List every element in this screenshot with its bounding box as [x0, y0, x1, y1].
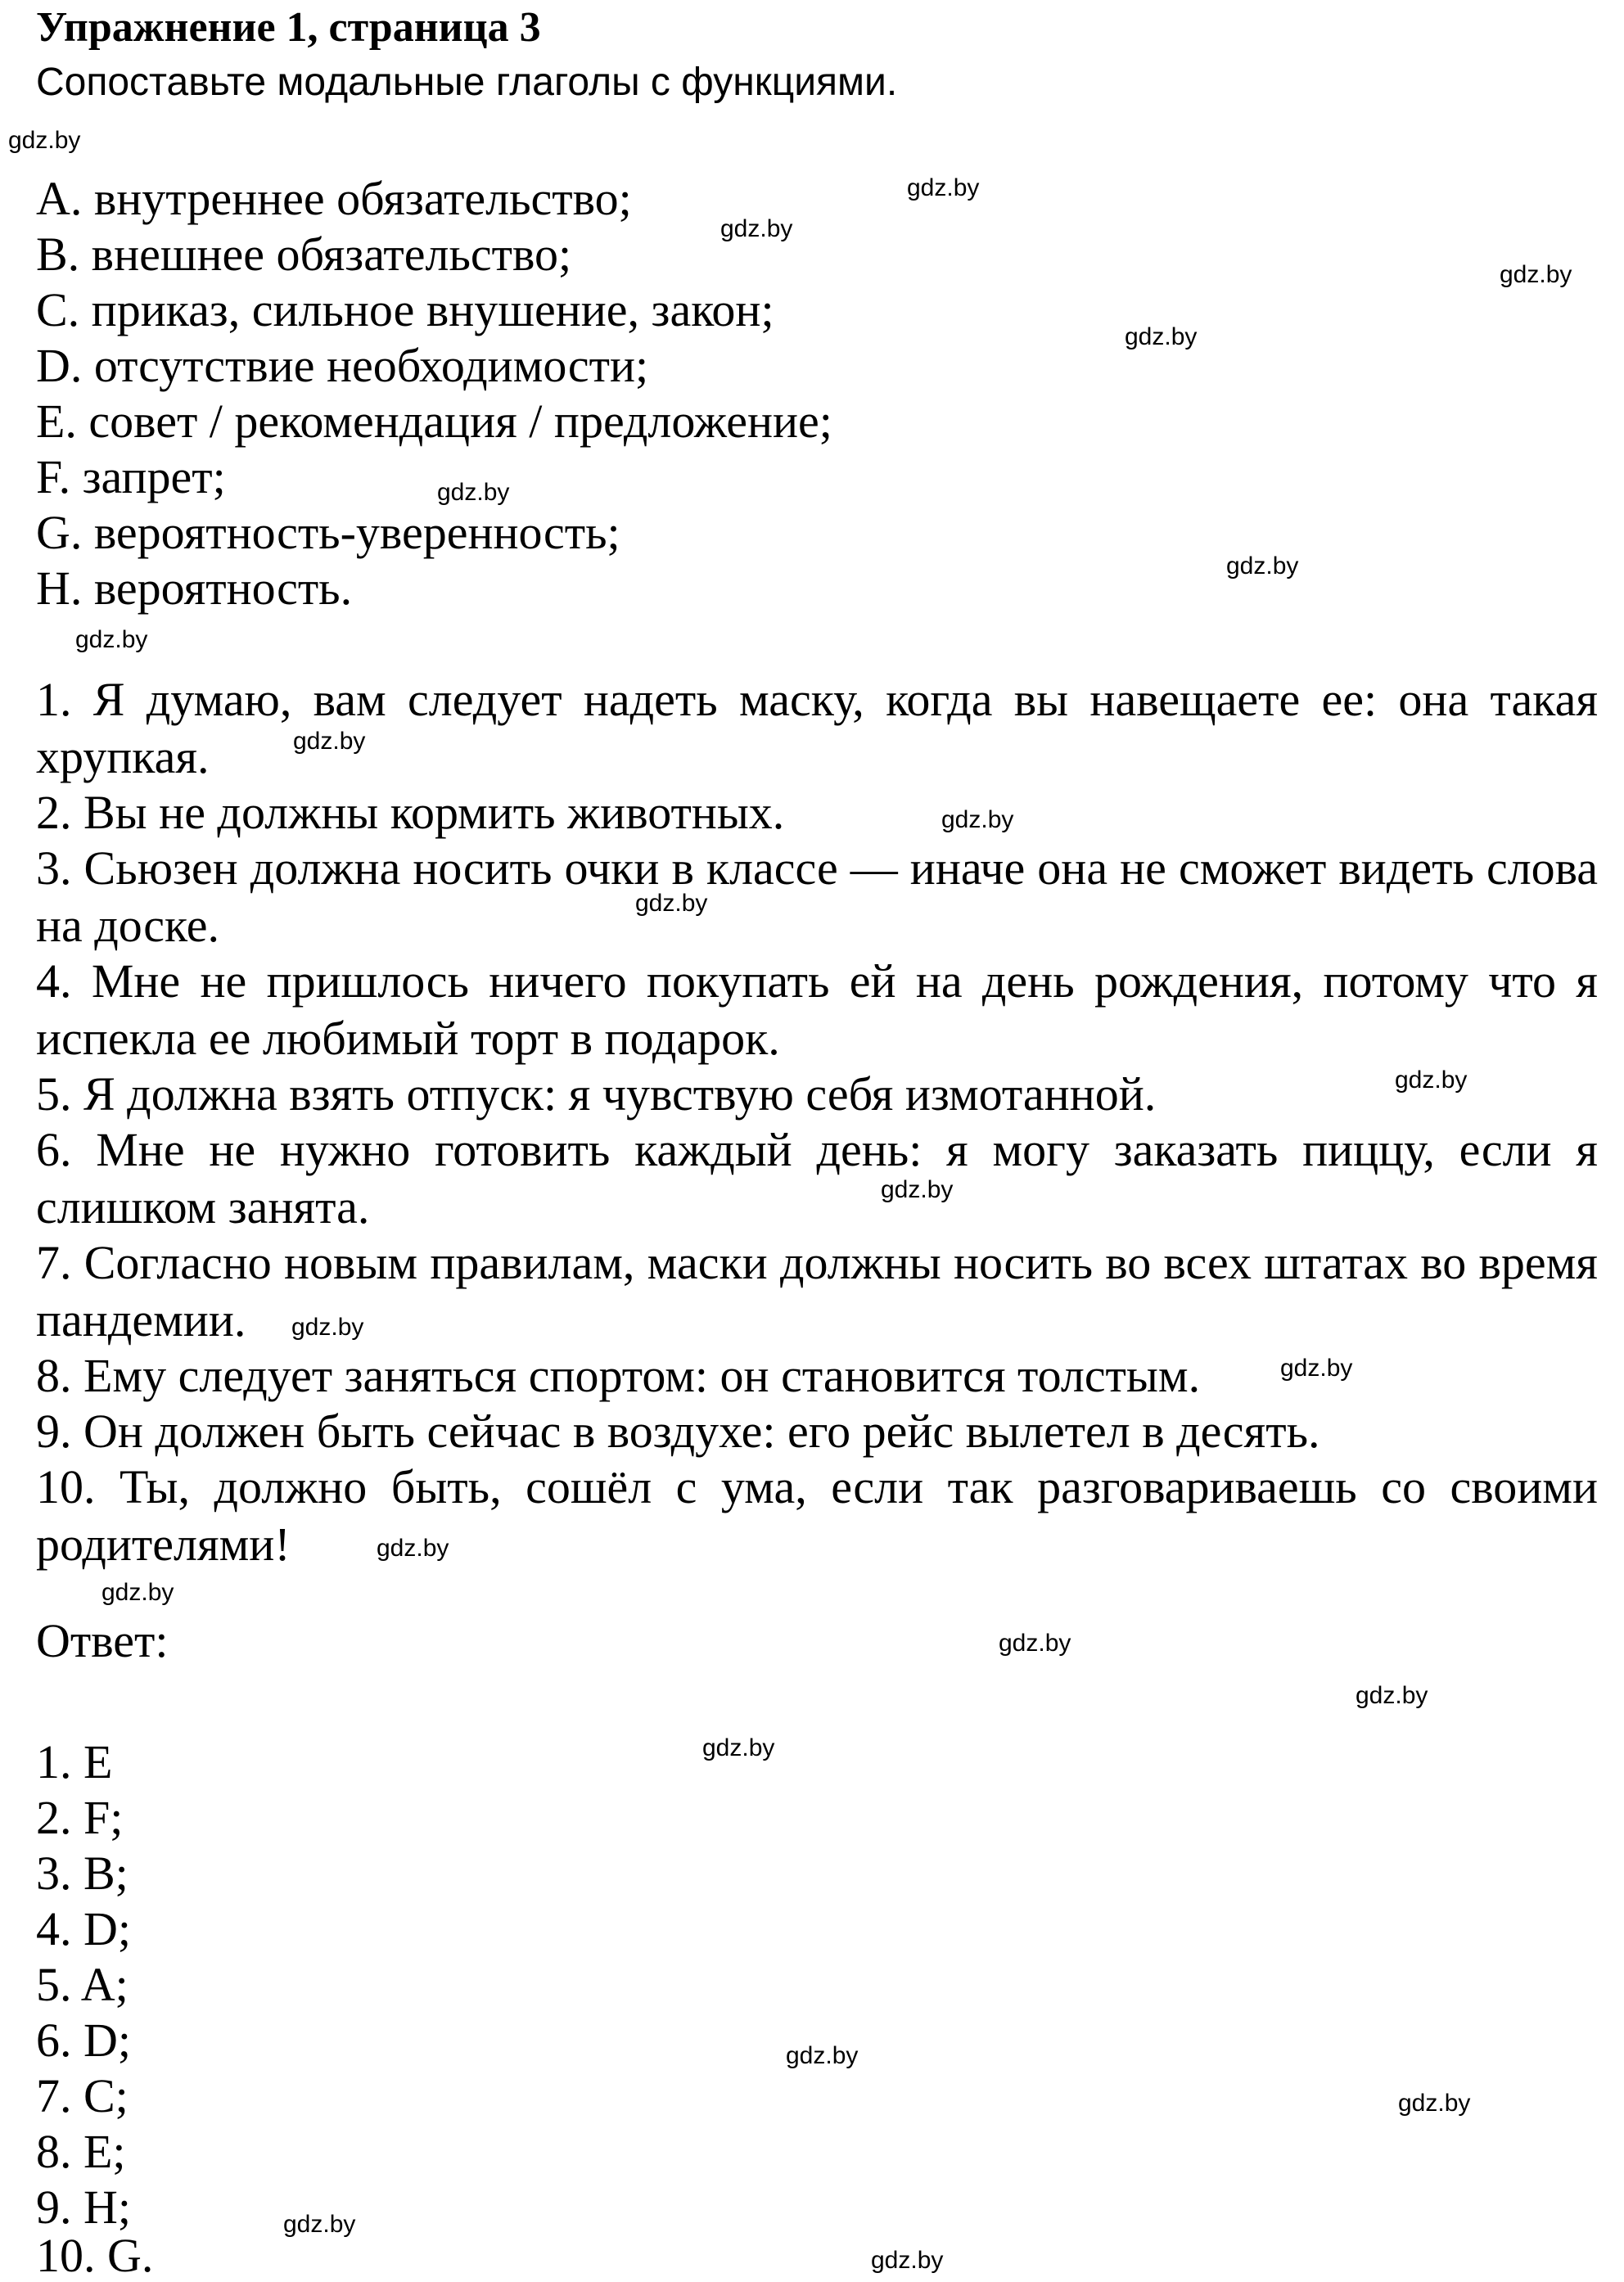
instruction: Сопоставьте модальные глаголы с функциями.	[36, 61, 898, 104]
sentence-7: 7. Согласно новым правилам, маски должны носить во всех штатах во время пандемии.	[36, 1236, 1598, 1346]
sentence-8: 8. Ему следует заняться спортом: он становится толстым.	[36, 1349, 1201, 1402]
watermark: gdz.by	[881, 1176, 954, 1203]
watermark: gdz.by	[941, 806, 1014, 833]
watermark: gdz.by	[1395, 1067, 1468, 1094]
answer-1: 1. E	[36, 1735, 113, 1788]
watermark: gdz.by	[1226, 552, 1299, 580]
option-e: E. совет / рекомендация / предложение;	[36, 395, 832, 448]
watermark: gdz.by	[1125, 323, 1198, 350]
sentence-9: 9. Он должен быть сейчас в воздухе: его рейс вылетел в десять.	[36, 1405, 1320, 1458]
answer-9: 9. H;	[36, 2181, 131, 2234]
sentence-10: 10. Ты, должно быть, сошёл с ума, если так разговариваешь со своими родителями!	[36, 1460, 1598, 1571]
watermark: gdz.by	[377, 1535, 449, 1562]
sentence-1: 1. Я думаю, вам следует надеть маску, когда вы навещаете ее: она такая хрупкая.	[36, 673, 1598, 783]
option-f: F. запрет;	[36, 450, 226, 503]
watermark: gdz.by	[8, 127, 81, 154]
watermark: gdz.by	[999, 1630, 1071, 1657]
watermark: gdz.by	[1280, 1355, 1353, 1382]
answer-10: 10. G.	[36, 2229, 154, 2282]
watermark: gdz.by	[702, 1734, 775, 1761]
watermark: gdz.by	[283, 2211, 356, 2238]
option-a: A. внутреннее обязательство;	[36, 172, 632, 225]
answer-3: 3. B;	[36, 1847, 129, 1900]
watermark: gdz.by	[720, 215, 793, 242]
option-d: D. отсутствие необходимости;	[36, 339, 649, 392]
answer-4: 4. D;	[36, 1902, 131, 1955]
sentence-5: 5. Я должна взять отпуск: я чувствую себя измотанной.	[36, 1067, 1157, 1121]
page-title: Упражнение 1, страница 3	[36, 4, 541, 51]
watermark: gdz.by	[437, 479, 510, 506]
watermark: gdz.by	[1356, 1682, 1428, 1709]
option-c: C. приказ, сильное внушение, закон;	[36, 283, 774, 336]
sentence-4: 4. Мне не пришлось ничего покупать ей на день рождения, потому что я испекла ее любимый торт в подарок.	[36, 954, 1598, 1065]
answer-7: 7. C;	[36, 2069, 129, 2122]
watermark: gdz.by	[871, 2247, 944, 2274]
watermark: gdz.by	[635, 890, 708, 917]
answer-label: Ответ:	[36, 1614, 169, 1667]
answer-2: 2. F;	[36, 1791, 124, 1844]
watermark: gdz.by	[1398, 2090, 1471, 2117]
watermark: gdz.by	[786, 2042, 859, 2069]
option-g: G. вероятность-уверенность;	[36, 506, 620, 559]
watermark: gdz.by	[293, 728, 366, 755]
answer-5: 5. A;	[36, 1958, 129, 2011]
sentence-6: 6. Мне не нужно готовить каждый день: я могу заказать пиццу, если я слишком занята.	[36, 1123, 1598, 1233]
sentence-3: 3. Сьюзен должна носить очки в классе — иначе она не сможет видеть слова на доске.	[36, 841, 1598, 952]
option-h: H. вероятность.	[36, 561, 353, 615]
option-b: B. внешнее обязательство;	[36, 228, 572, 281]
watermark: gdz.by	[291, 1314, 364, 1341]
watermark: gdz.by	[1500, 261, 1572, 288]
answer-6: 6. D;	[36, 2014, 131, 2067]
watermark: gdz.by	[75, 626, 148, 653]
watermark: gdz.by	[907, 174, 980, 201]
sentence-2: 2. Вы не должны кормить животных.	[36, 786, 785, 839]
answer-8: 8. E;	[36, 2125, 126, 2178]
watermark: gdz.by	[102, 1579, 174, 1606]
